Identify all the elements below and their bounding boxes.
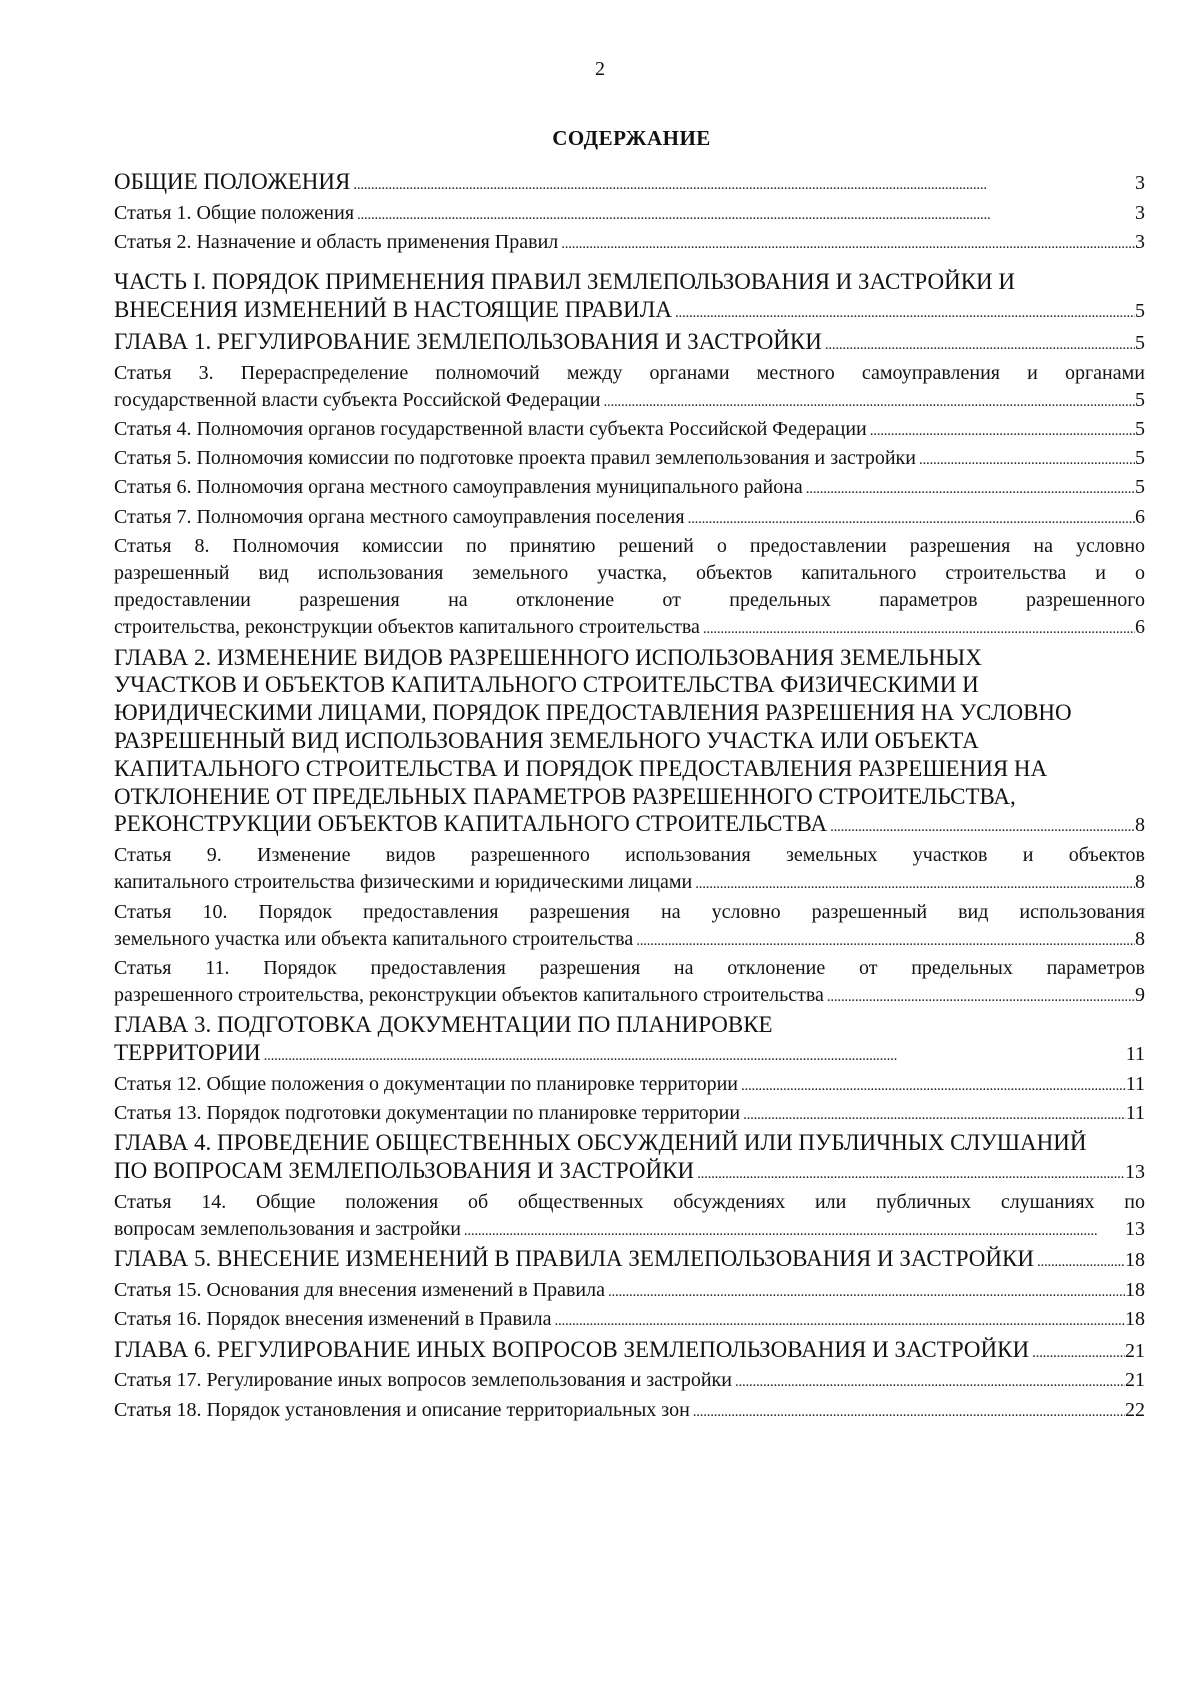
toc-page-number: 9 [1135,984,1145,1007]
toc-title: СОДЕРЖАНИЕ [552,126,711,150]
toc-page-number: 13 [1125,1161,1145,1184]
dot-leader [803,476,1135,503]
toc-entry-text: РЕКОНСТРУКЦИИ ОБЪЕКТОВ КАПИТАЛЬНОГО СТРОИТЕЛЬСТВА [114,811,828,837]
toc-page-number: 8 [1135,814,1145,837]
toc-entry[interactable] [114,955,1145,1011]
toc-entry[interactable] [114,1245,1145,1277]
toc-page-number: 6 [1135,616,1145,639]
toc-entry-text: Статья 5. Полномочия комиссии по подготовке проекта правил землепользования и застройки [114,447,916,470]
dot-leader [824,984,1135,1011]
toc-entry-text: разрешенный вид использования земельного участка, объектов капитального строительства и о [114,562,1145,585]
toc-entry-text: ГЛАВА 5. ВНЕСЕНИЕ ИЗМЕНЕНИЙ В ПРАВИЛА ЗЕМЛЕПОЛЬЗОВАНИЯ И ЗАСТРОЙКИ [114,1246,1034,1272]
toc-entry[interactable] [114,504,1145,533]
toc-entry-text: ЮРИДИЧЕСКИМИ ЛИЦАМИ, ПОРЯДОК ПРЕДОСТАВЛЕНИЯ РАЗРЕШЕНИЯ НА УСЛОВНО [114,700,1072,726]
toc-entry-row [114,296,1145,328]
toc-entry-row [114,614,1145,643]
toc-page-number: 5 [1135,388,1145,411]
toc-entry-text: ГЛАВА 1. РЕГУЛИРОВАНИЕ ЗЕМЛЕПОЛЬЗОВАНИЯ И ЗАСТРОЙКИ [114,328,822,354]
toc-entry-row [114,1336,1145,1368]
toc-entry-text: Статья 17. Регулирование иных вопросов землепользования и застройки [114,1369,732,1392]
toc-entry-text: Статья 4. Полномочия органов государственной власти субъекта Российской Федерации [114,418,867,440]
toc-page-number: 18 [1125,1249,1145,1272]
toc-entry-row [114,168,1145,200]
toc-entry-text: ЧАСТЬ I. ПОРЯДОК ПРИМЕНЕНИЯ ПРАВИЛ ЗЕМЛЕПОЛЬЗОВАНИЯ И ЗАСТРОЙКИ И [114,269,1016,295]
toc-entry-text: ОТКЛОНЕНИЕ ОТ ПРЕДЕЛЬНЫХ ПАРАМЕТРОВ РАЗРЕШЕННОГО СТРОИТЕЛЬСТВА, [114,783,1016,809]
toc-entry-text: РАЗРЕШЕННЫЙ ВИД ИСПОЛЬЗОВАНИЯ ЗЕМЕЛЬНОГО УЧАСТКА ИЛИ ОБЪЕКТА [114,728,979,754]
toc-entry-text: Статья 3. Перераспределение полномочий между органами местного самоуправления и органами [114,361,1145,384]
toc-entry[interactable] [114,328,1145,360]
dot-leader [827,814,1135,842]
toc-entry-text: строительства, реконструкции объектов капитального строительства [114,616,700,639]
toc-page-number: 11 [1125,1043,1145,1066]
toc-page-number: 5 [1135,476,1145,499]
toc-entry-row [114,810,1145,842]
toc-entry-row [114,926,1145,955]
toc-entry-row [114,229,1145,258]
toc-entry[interactable] [114,899,1145,955]
toc-page-number: 3 [1135,201,1145,224]
toc-entry-row [114,1100,1145,1129]
toc-entry-row [114,200,1145,229]
toc-entry-text: ПО ВОПРОСАМ ЗЕМЛЕПОЛЬЗОВАНИЯ И ЗАСТРОЙКИ [114,1158,695,1184]
toc-page-number: 3 [1135,231,1145,253]
dot-leader [354,202,1135,229]
dot-leader [700,616,1135,643]
toc-entry-text: Статья 10. Порядок предоставления разрешения на условно разрешенный вид использования [114,900,1145,923]
toc-entry-row [114,869,1145,898]
toc-page-number: 21 [1125,1369,1145,1392]
toc-entry-text: Статья 8. Полномочия комиссии по принятию решений о предоставлении разрешения на условно [114,534,1145,557]
toc-entry[interactable] [114,445,1145,474]
toc-entry[interactable] [114,268,1145,328]
toc-entry-text: ВНЕСЕНИЯ ИЗМЕНЕНИЙ В НАСТОЯЩИЕ ПРАВИЛА [114,297,672,322]
toc-entry-text: Статья 6. Полномочия органа местного самоуправления муниципального района [114,476,803,499]
toc-entry-row [114,1039,1145,1071]
toc-page-number: 5 [1135,418,1145,440]
dot-leader [867,418,1135,445]
toc-entry[interactable] [114,229,1145,258]
toc-page-number: 13 [1125,1218,1145,1241]
toc-entry[interactable] [114,1071,1145,1100]
toc-entry-text: ГЛАВА 6. РЕГУЛИРОВАНИЕ ИНЫХ ВОПРОСОВ ЗЕМЛЕПОЛЬЗОВАНИЯ И ЗАСТРОЙКИ [114,1336,1030,1362]
dot-leader [685,506,1135,533]
toc-entry-row [114,504,1145,533]
dot-leader [916,447,1135,474]
toc-entry-row [114,982,1145,1011]
toc-page-number: 5 [1135,331,1145,354]
dot-leader [261,1043,1126,1071]
dot-leader [461,1218,1125,1245]
toc-entry[interactable] [114,1336,1145,1368]
dot-leader [822,332,1135,360]
toc-entry-row [114,416,1145,445]
toc-entry[interactable] [114,644,1145,843]
toc-page-number: 11 [1125,1073,1145,1096]
dot-leader [551,1308,1125,1335]
toc-entry-text: Статья 16. Порядок внесения изменений в Правила [114,1308,552,1331]
toc-entry-row [114,1071,1145,1100]
dot-leader [633,928,1135,955]
toc-entry-row [114,1397,1145,1426]
dot-leader [600,389,1135,416]
toc-entry-text: Статья 12. Общие положения о документации по планировке территории [114,1073,739,1096]
toc-entry-text: Статья 1. Общие положения [114,201,355,224]
toc-entry[interactable] [114,360,1145,416]
table-of-contents [114,168,1145,1426]
toc-page-number: 21 [1125,1339,1145,1362]
toc-entry-row [114,1157,1145,1189]
dot-leader [694,1161,1125,1189]
dot-leader [690,1399,1125,1426]
toc-entry-text: государственной власти субъекта Российской Федерации [114,388,601,411]
toc-page-number: 5 [1135,300,1145,322]
toc-entry-text: Статья 15. Основания для внесения изменений в Правила [114,1279,605,1302]
toc-entry[interactable] [114,842,1145,898]
toc-entry-text: УЧАСТКОВ И ОБЪЕКТОВ КАПИТАЛЬНОГО СТРОИТЕЛЬСТВА ФИЗИЧЕСКИМИ И [114,672,979,698]
toc-entry[interactable] [114,1367,1145,1396]
toc-entry[interactable] [114,168,1145,200]
toc-page-number: 8 [1135,927,1145,950]
dot-leader [1029,1340,1125,1368]
toc-entry[interactable] [114,1277,1145,1306]
dot-leader [605,1279,1125,1306]
toc-entry-row [114,1277,1145,1306]
toc-page-number: 6 [1135,505,1145,528]
toc-entry-text: ГЛАВА 3. ПОДГОТОВКА ДОКУМЕНТАЦИИ ПО ПЛАНИРОВКЕ [114,1012,773,1038]
toc-page-number: 5 [1135,447,1145,470]
toc-entry[interactable] [114,416,1145,445]
toc-page-number: 18 [1125,1279,1145,1302]
dot-leader [740,1102,1126,1129]
toc-entry-text: вопросам землепользования и застройки [114,1218,461,1241]
toc-entry-text: КАПИТАЛЬНОГО СТРОИТЕЛЬСТВА И ПОРЯДОК ПРЕДОСТАВЛЕНИЯ РАЗРЕШЕНИЯ НА [114,755,1048,781]
toc-entry-row [114,387,1145,416]
toc-entry[interactable] [114,200,1145,229]
dot-leader [350,172,1135,200]
dot-leader [558,231,1135,258]
dot-leader [732,1369,1125,1396]
toc-entry[interactable] [114,1306,1145,1335]
toc-entry-text: ГЛАВА 2. ИЗМЕНЕНИЕ ВИДОВ РАЗРЕШЕННОГО ИСПОЛЬЗОВАНИЯ ЗЕМЕЛЬНЫХ [114,644,982,670]
toc-entry-text: Статья 18. Порядок установления и описание территориальных зон [114,1398,690,1421]
toc-entry[interactable] [114,533,1145,644]
toc-entry-text: Статья 9. Изменение видов разрешенного использования земельных участков и объектов [114,844,1145,867]
toc-entry[interactable] [114,1397,1145,1426]
toc-entry-row [114,1306,1145,1335]
toc-entry-row [114,1245,1145,1277]
toc-entry-text: Статья 2. Назначение и область применения Правил [114,231,559,253]
toc-page-number: 11 [1125,1102,1145,1125]
toc-entry[interactable] [114,1011,1145,1071]
toc-entry-text: ОБЩИЕ ПОЛОЖЕНИЯ [114,169,351,194]
toc-entry-row [114,445,1145,474]
toc-entry[interactable] [114,1129,1145,1189]
toc-entry[interactable] [114,1100,1145,1129]
toc-entry-text: ГЛАВА 4. ПРОВЕДЕНИЕ ОБЩЕСТВЕННЫХ ОБСУЖДЕНИЙ ИЛИ ПУБЛИЧНЫХ СЛУШАНИЙ [114,1130,1087,1156]
toc-entry-row [114,1216,1145,1245]
toc-entry-row [114,328,1145,360]
dot-leader [1034,1249,1125,1277]
page-number: 2 [595,58,605,80]
toc-entry-text: Статья 11. Порядок предоставления разрешения на отклонение от предельных параметров [114,957,1145,980]
toc-entry-row [114,474,1145,503]
toc-entry-text: ТЕРРИТОРИИ [114,1040,261,1066]
toc-page-number: 8 [1135,871,1145,894]
toc-entry-row [114,1367,1145,1396]
toc-page-number: 3 [1135,172,1145,194]
toc-entry[interactable] [114,1189,1145,1245]
toc-entry-text: Статья 14. Общие положения об общественных обсуждениях или публичных слушаниях по [114,1191,1145,1214]
dot-leader [692,871,1135,898]
toc-entry-text: предоставлении разрешения на отклонение от предельных параметров разрешенного [114,589,1145,612]
toc-entry-text: Статья 7. Полномочия органа местного самоуправления поселения [114,505,685,528]
dot-leader [738,1073,1126,1100]
toc-entry-text: земельного участка или объекта капитального строительства [114,927,634,950]
toc-entry-text: капитального строительства физическими и юридическими лицами [114,871,693,894]
toc-entry-text: Статья 13. Порядок подготовки документации по планировке территории [114,1102,741,1125]
dot-leader [672,300,1135,328]
toc-entry[interactable] [114,474,1145,503]
toc-page-number: 22 [1125,1398,1145,1421]
toc-page-number: 18 [1125,1308,1145,1331]
toc-entry-text: разрешенного строительства, реконструкции объектов капитального строительства [114,984,824,1007]
